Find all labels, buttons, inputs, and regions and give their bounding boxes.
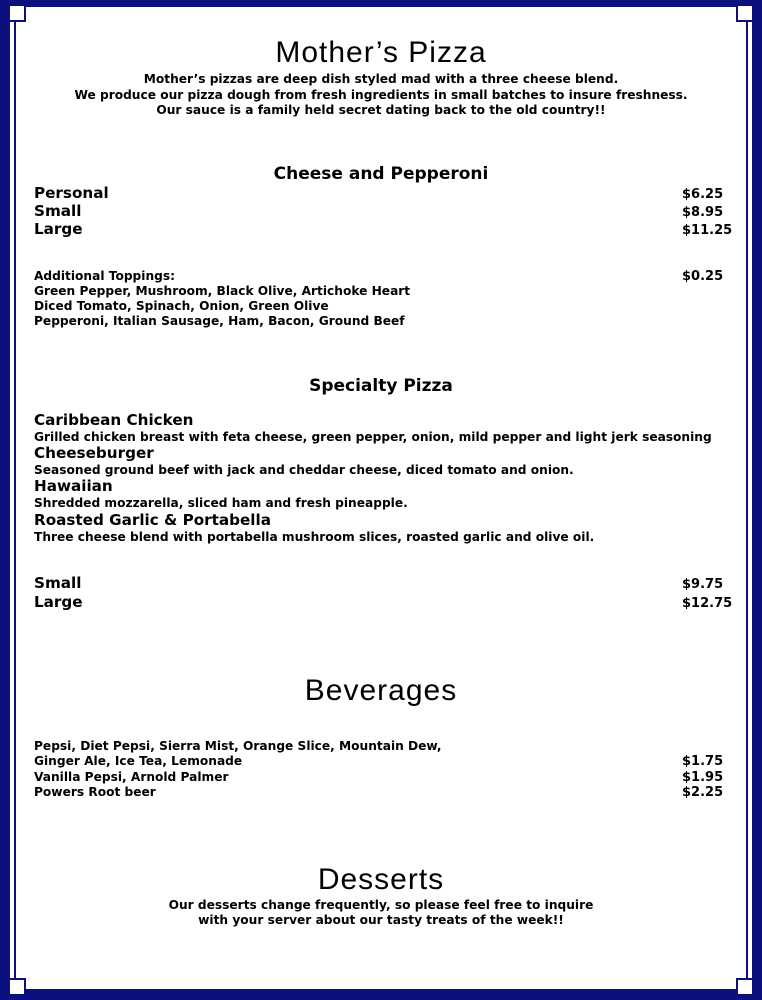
corner-ornament-bottom-right	[736, 978, 754, 996]
section-heading-cheese-pepperoni: Cheese and Pepperoni	[273, 164, 489, 184]
size-price: $11.25	[682, 223, 733, 238]
section-heading-desserts: Desserts	[317, 863, 445, 896]
page-title: Mother’s Pizza	[275, 36, 487, 69]
corner-ornament-top-right	[736, 4, 754, 22]
specialty-pizza-desc: Three cheese blend with portabella mushroom slices, roasted garlic and olive oil.	[34, 530, 595, 544]
beverage-line: Powers Root beer	[34, 785, 156, 799]
toppings-price: $0.25	[682, 269, 724, 284]
desserts-line-1: Our desserts change frequently, so please feel free to inquire	[168, 898, 594, 912]
border-top	[0, 0, 762, 7]
size-price: $8.95	[682, 205, 724, 220]
beverage-price: $1.95	[682, 770, 724, 785]
size-name: Small	[34, 574, 82, 592]
specialty-pizza-name: Cheeseburger	[34, 444, 154, 462]
size-name: Personal	[34, 184, 109, 202]
specialty-pizza-desc: Shredded mozzarella, sliced ham and fresh pineapple.	[34, 496, 408, 510]
size-price: $12.75	[682, 596, 733, 611]
toppings-line: Pepperoni, Italian Sausage, Ham, Bacon, Ground Beef	[34, 314, 405, 328]
border-bottom	[0, 989, 762, 1000]
size-price: $9.75	[682, 577, 724, 592]
size-name: Small	[34, 202, 82, 220]
specialty-pizza-desc: Seasoned ground beef with jack and cheddar cheese, diced tomato and onion.	[34, 463, 574, 477]
toppings-label: Additional Toppings:	[34, 269, 175, 283]
size-name: Large	[34, 593, 83, 611]
border-inner-right	[746, 10, 748, 990]
intro-line-1: Mother’s pizzas are deep dish styled mad with a three cheese blend.	[143, 72, 619, 86]
section-heading-specialty: Specialty Pizza	[309, 376, 453, 396]
specialty-pizza-name: Hawaiian	[34, 477, 113, 495]
specialty-pizza-name: Roasted Garlic & Portabella	[34, 511, 271, 529]
toppings-line: Diced Tomato, Spinach, Onion, Green Olive	[34, 299, 329, 313]
intro-line-3: Our sauce is a family held secret dating back to the old country!!	[156, 103, 606, 117]
beverage-price: $2.25	[682, 785, 724, 800]
beverage-line: Vanilla Pepsi, Arnold Palmer	[34, 770, 229, 784]
beverage-line: Ginger Ale, Ice Tea, Lemonade	[34, 754, 243, 768]
specialty-pizza-name: Caribbean Chicken	[34, 411, 194, 429]
toppings-line: Green Pepper, Mushroom, Black Olive, Artichoke Heart	[34, 284, 411, 298]
desserts-line-2: with your server about our tasty treats of the week!!	[198, 913, 564, 927]
border-right	[752, 0, 762, 1000]
size-name: Large	[34, 220, 83, 238]
specialty-pizza-desc: Grilled chicken breast with feta cheese, green pepper, onion, mild pepper and light jerk seasoning	[34, 430, 712, 444]
size-price: $6.25	[682, 187, 724, 202]
border-inner-left	[14, 10, 16, 990]
corner-ornament-top-left	[8, 4, 26, 22]
corner-ornament-bottom-left	[8, 978, 26, 996]
beverage-line: Pepsi, Diet Pepsi, Sierra Mist, Orange Slice, Mountain Dew,	[34, 739, 442, 753]
intro-line-2: We produce our pizza dough from fresh ingredients in small batches to insure freshness.	[74, 88, 688, 102]
beverage-price: $1.75	[682, 754, 724, 769]
section-heading-beverages: Beverages	[304, 674, 458, 707]
border-left	[0, 0, 10, 1000]
